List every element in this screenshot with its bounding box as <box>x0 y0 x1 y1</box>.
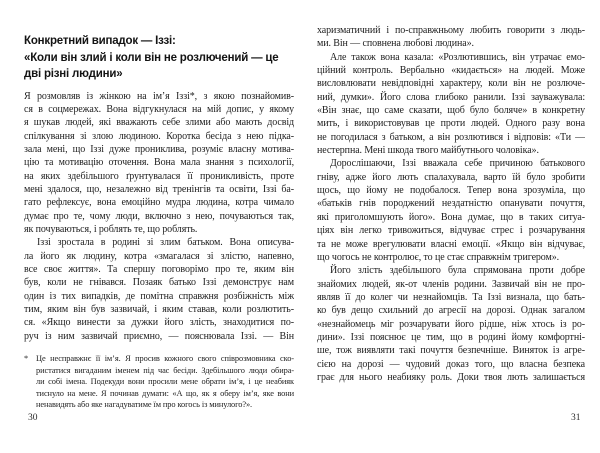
text-line: зала мені, що Іззі дуже прониклива, розуміє власну мотива- <box>24 143 294 155</box>
text-line: ся. «Якщо винести за дужки його злість, знаходитися по- <box>24 317 294 329</box>
text-line: ціях він легко тривожиться, відчуває стрес і розчарування <box>317 225 585 237</box>
text-line: Я розмовляв із жінкою на ім’я Іззі*, з якою познайомив- <box>24 90 294 102</box>
page-right <box>317 24 585 384</box>
text-line: як почуваються, і роблять те, що роблять. <box>24 223 198 235</box>
text-line: на яких здебільшого ґрунтувалася її проникливість, проте <box>24 170 294 182</box>
text-line: ла його як людину, котра «змагалася зі злістю, напевно, <box>24 250 294 262</box>
text-line: дини». Іззі пояснює це тим, що в родині йому комфортні- <box>317 331 585 343</box>
text-line: думає про те, чому люди, включно з нею, почуваються так, <box>24 210 294 222</box>
text-line: висловлювати невідповідні характеру, коли він не розлюче- <box>317 78 585 90</box>
text-line: тим, яким він був зазвичай, і яким ставав, коли розлютить- <box>24 304 294 315</box>
text-line: «Коли він злий і коли він не розлючений — це <box>24 51 279 64</box>
section-heading <box>24 33 294 83</box>
text-line: що чогось не контролює, то це стає справжнім тригером». <box>317 251 560 263</box>
text-line: харизматичний і по-справжньому любить говорити з людь- <box>317 25 585 36</box>
text-line: все своє життя». Та спершу поговорімо про те, яким він <box>24 263 294 275</box>
text-line: які приголомшують його». Вона думає, що в таких ситуа- <box>317 211 585 223</box>
page-left <box>24 33 294 411</box>
text-line: один із тих випадків, де помітна справжня розбіжність між <box>24 290 294 302</box>
text-line: являв її до колег чи незнайомців. Та Іззі визнала, що бать- <box>317 291 585 303</box>
text-line: ли собі імена. Подекуди вони просили мене обрати ім’я, і це неабияк <box>36 377 294 387</box>
text-line: Це несправжнє її ім’я. Я просив кожного свого співрозмовника ско- <box>36 354 294 364</box>
text-line: тиснуло на мене. Я починав думати: «А що, як я оберу ім’я, яке вони <box>36 388 294 398</box>
text-line: ся в соцмережах. Вона відгукнулася на мій допис, у якому <box>24 103 294 115</box>
text-line: гато рефлексує, вона емоційно мудра людина, котра чимало <box>24 197 294 209</box>
text-line: Його злість здебільшого була спрямована проти добре <box>330 265 585 277</box>
text-line: сією на дорозі — чудовий доказ того, що власна безпека <box>317 358 585 370</box>
text-line: був, коли не гнівався. Позаяк батько Іззі демонструє нам <box>24 277 294 289</box>
text-line: «батьків гнів породжений нездатністю опанувати почуття, <box>317 198 585 210</box>
text-line: Іззі зростала в родині зі злим батьком. Вона описува- <box>37 237 294 249</box>
text-line: нестерпна. Мені шкода твого майбутнього чоловіка». <box>317 145 539 157</box>
text-line: я шукав людей, які вважають себе злими або мають досвід <box>24 117 294 129</box>
text-line: не погодилася з батьком, а він розлютився і відповів: «Ти — <box>317 131 585 143</box>
text-line: Дорослішаючи, Іззі вважала себе причиною батькового <box>330 158 585 170</box>
footnote <box>24 353 294 411</box>
text-line: ний, думки». Його слова глибоко ранили. Іззі зауважувала: <box>317 91 585 103</box>
text-line: грає для нього неабияку роль. Доки твоя лють залишається <box>317 371 585 383</box>
text-line: ко був дещо схильний до агресії на дорозі. Однак загалом <box>317 305 585 317</box>
text-line: ше, тож виявляти такі почуття безпечніше. Виняток із агре- <box>317 345 585 357</box>
page-number-left: 30 <box>28 413 38 423</box>
text-line: мені здалося, що, незалежно від тренінгів та освіти, Іззі ба- <box>24 183 294 195</box>
text-line: ристатися вигаданим іменем під час бесіди. Здебільшого люди обира- <box>36 365 294 375</box>
left-page-body-text <box>24 90 294 344</box>
page-number-right: 31 <box>571 413 581 423</box>
text-line: ційний контроль. Вербально «кидається» на людей. Може <box>317 65 585 77</box>
text-line: цію та мотивацію оточення. Вона мала знання з психології, <box>24 157 294 169</box>
right-page-body-text <box>317 24 585 384</box>
text-line: «незнайомець міг розчарувати його рідше, ніж хтось із ро- <box>317 318 585 330</box>
footnote-asterisk-marker: * <box>24 354 29 364</box>
text-line: дві різні людини» <box>24 68 123 80</box>
text-line: знайомих людей, як-от членів родини. Зазвичай він не про- <box>317 278 585 290</box>
text-line: «Він знає, що саме сказати, щоб було боляче» в конкретну <box>317 105 585 117</box>
text-line: гніву, адже його лють спалахувала, варто їй було зробити <box>317 171 585 183</box>
text-line: спілкування зі злою людиною. Коротка бесіда з нею підка- <box>24 130 294 142</box>
footnote-text <box>36 353 294 411</box>
text-line: Конкретний випадок — Іззі: <box>24 35 176 47</box>
text-line: Але також вона казала: «Розлютившись, він утрачає емо- <box>330 51 585 63</box>
text-line: щось, що йому не подобалося. Тепер вона зрозуміла, що <box>317 185 585 197</box>
text-line: ненавидять або яке нагадуватиме їм про когось із минулого?». <box>36 400 253 410</box>
text-line: та не може врегулювати власні емоції. «Якщо він відчуває, <box>317 238 585 250</box>
text-line: руч із ним зазвичай приємно, — пояснювала Іззі. — Він <box>24 330 294 342</box>
text-line: мить, і використовував це проти людей. Одного разу вона <box>317 118 585 130</box>
text-line: ми. Він — сповнена любові людина». <box>317 38 474 50</box>
